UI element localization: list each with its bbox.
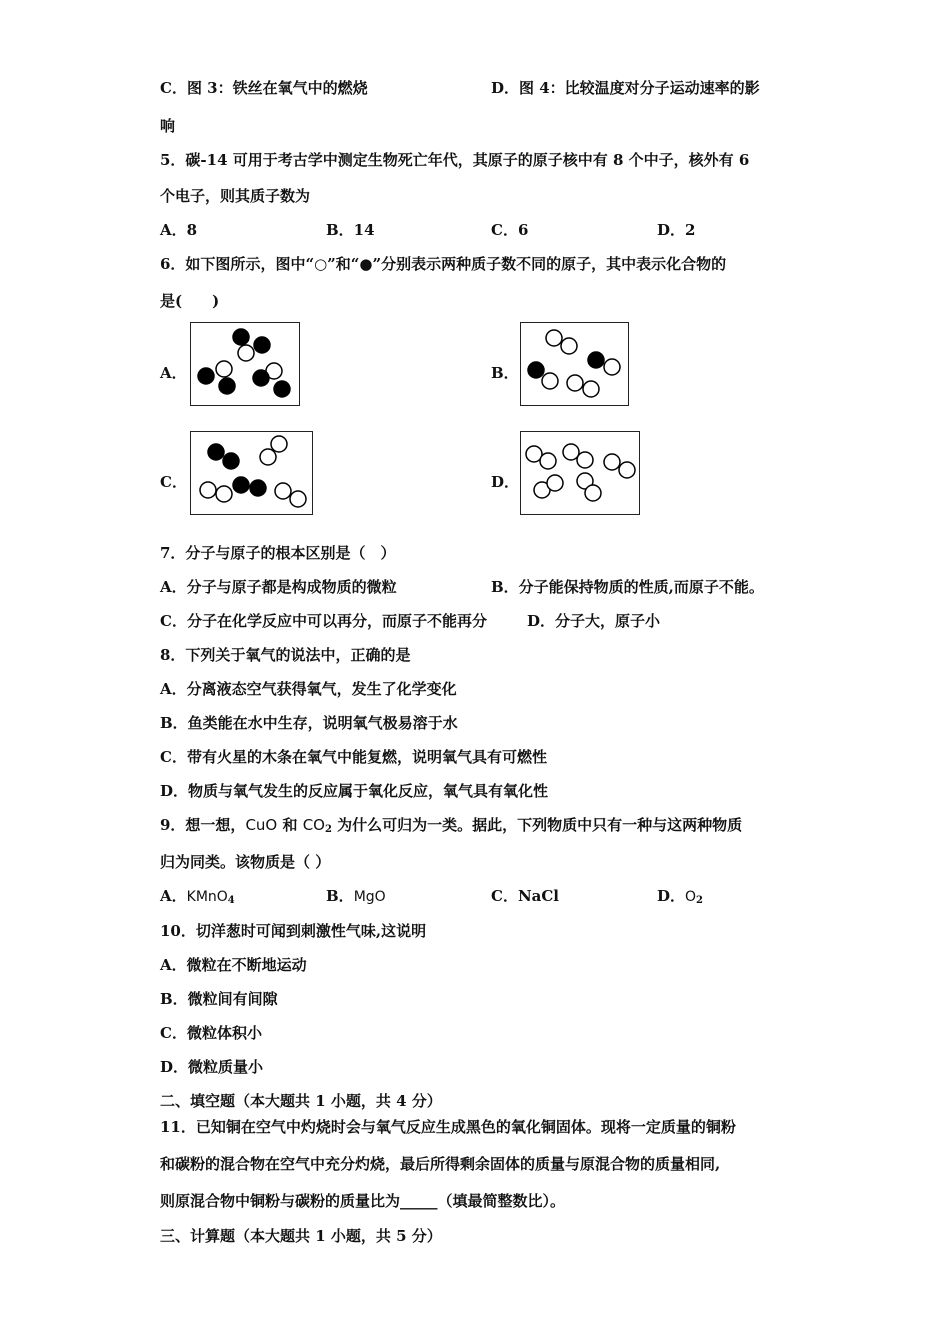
atom-filled bbox=[588, 352, 604, 368]
q6-stem-line-1: 6．如下图所示，图中“○”和“●”分别表示两种质子数不同的原子，其中表示化合物的 bbox=[160, 255, 727, 273]
q7-option-c: C．分子在化学反应中可以再分，而原子不能再分 bbox=[160, 612, 487, 630]
q11-line-2: 和碳粉的混合物在空气中充分灼烧，最后所得剩余固体的质量与原混合物的质量相同, bbox=[160, 1155, 721, 1173]
q9-stem-line-2: 归为同类。该物质是（ ） bbox=[160, 853, 331, 871]
atom-hollow bbox=[567, 375, 583, 391]
q10-stem: 10．切洋葱时可闻到刺激性气味,这说明 bbox=[160, 922, 427, 940]
q7-option-a: A．分子与原子都是构成物质的微粒 bbox=[160, 578, 397, 596]
atom-hollow bbox=[547, 475, 563, 491]
atom-filled bbox=[528, 362, 544, 378]
atom-filled bbox=[208, 444, 224, 460]
atom-hollow bbox=[216, 361, 232, 377]
atom-filled bbox=[274, 381, 290, 397]
q6-diagram-a bbox=[190, 322, 300, 406]
q10-option-b: B．微粒间有间隙 bbox=[160, 990, 278, 1008]
atom-hollow bbox=[271, 436, 287, 452]
q8-stem: 8．下列关于氧气的说法中，正确的是 bbox=[160, 646, 411, 664]
q6-label-c: C． bbox=[160, 473, 187, 491]
atom-hollow bbox=[546, 330, 562, 346]
atom-filled bbox=[233, 329, 249, 345]
q6-diagram-d bbox=[520, 431, 640, 515]
q5-option-c: C．6 bbox=[491, 221, 529, 239]
atom-hollow bbox=[604, 454, 620, 470]
q8-option-d: D．物质与氧气发生的反应属于氧化反应，氧气具有氧化性 bbox=[160, 782, 549, 800]
q6-diagram-b bbox=[520, 322, 629, 406]
q7-option-d: D．分子大，原子小 bbox=[527, 612, 661, 630]
section-3-heading: 三、计算题（本大题共 1 小题，共 5 分） bbox=[160, 1227, 442, 1245]
atom-hollow bbox=[585, 485, 601, 501]
atom-hollow bbox=[260, 449, 276, 465]
atom-filled bbox=[219, 378, 235, 394]
q10-option-c: C．微粒体积小 bbox=[160, 1024, 262, 1042]
atom-filled bbox=[198, 368, 214, 384]
q7-option-b: B．分子能保持物质的性质,而原子不能。 bbox=[491, 578, 764, 596]
q8-option-a: A．分离液态空气获得氧气，发生了化学变化 bbox=[160, 680, 457, 698]
atom-hollow bbox=[542, 373, 558, 389]
q9-option-d: D．$O_2$ bbox=[657, 887, 704, 906]
q6-diagram-c bbox=[190, 431, 313, 515]
atom-filled bbox=[254, 337, 270, 353]
q5-option-a: A．8 bbox=[160, 221, 198, 239]
q11-line-3: 则原混合物中铜粉与碳粉的质量比为_____（填最简整数比）。 bbox=[160, 1192, 566, 1210]
q4-option-d: D．图 4：比较温度对分子运动速率的影 bbox=[491, 79, 760, 97]
q8-option-c: C．带有火星的木条在氧气中能复燃，说明氧气具有可燃性 bbox=[160, 748, 547, 766]
q6-label-b: B． bbox=[491, 364, 519, 382]
atom-hollow bbox=[200, 482, 216, 498]
atom-hollow bbox=[238, 345, 254, 361]
q5-option-d: D．2 bbox=[657, 221, 696, 239]
q5-stem-line-1: 5．碳-14 可用于考古学中测定生物死亡年代，其原子的原子核中有 8 个中子，核外有 6 bbox=[160, 151, 750, 169]
atom-hollow bbox=[275, 483, 291, 499]
atom-hollow bbox=[619, 462, 635, 478]
atom-filled bbox=[253, 370, 269, 386]
atom-hollow bbox=[290, 491, 306, 507]
q10-option-a: A．微粒在不断地运动 bbox=[160, 956, 307, 974]
q4-option-c: C．图 3：铁丝在氧气中的燃烧 bbox=[160, 79, 368, 97]
q11-line-1: 11．已知铜在空气中灼烧时会与氧气反应生成黑色的氧化铜固体。现将一定质量的铜粉 bbox=[160, 1118, 736, 1136]
atom-hollow bbox=[604, 359, 620, 375]
q10-option-d: D．微粒质量小 bbox=[160, 1058, 264, 1076]
q7-stem: 7．分子与原子的根本区别是（ ） bbox=[160, 544, 396, 562]
atom-filled bbox=[250, 480, 266, 496]
q9-stem-line-1: 9．想一想，CuO 和 $CO_2$ 为什么可归为一类。据此，下列物质中只有一种与这两种物质 bbox=[160, 816, 743, 835]
section-2-heading: 二、填空题（本大题共 1 小题，共 4 分） bbox=[160, 1092, 442, 1110]
q9-option-b: B．MgO bbox=[326, 887, 386, 905]
q5-stem-line-2: 个电子，则其质子数为 bbox=[160, 187, 311, 205]
atom-hollow bbox=[577, 452, 593, 468]
atom-filled bbox=[223, 453, 239, 469]
atom-hollow bbox=[583, 381, 599, 397]
q4-option-d-continued: 响 bbox=[160, 117, 176, 135]
q6-stem-line-2: 是( ) bbox=[160, 292, 220, 310]
atom-hollow bbox=[540, 453, 556, 469]
q8-option-b: B．鱼类能在水中生存，说明氧气极易溶于水 bbox=[160, 714, 458, 732]
atom-filled bbox=[233, 477, 249, 493]
atom-hollow bbox=[561, 338, 577, 354]
q6-label-d: D． bbox=[491, 473, 520, 491]
q5-option-b: B．14 bbox=[326, 221, 375, 239]
atom-hollow bbox=[216, 486, 232, 502]
q9-option-c: C．NaCl bbox=[491, 887, 560, 905]
q9-option-a: A．KMnO$_4$ bbox=[160, 887, 235, 906]
q6-label-a: A． bbox=[160, 364, 187, 382]
